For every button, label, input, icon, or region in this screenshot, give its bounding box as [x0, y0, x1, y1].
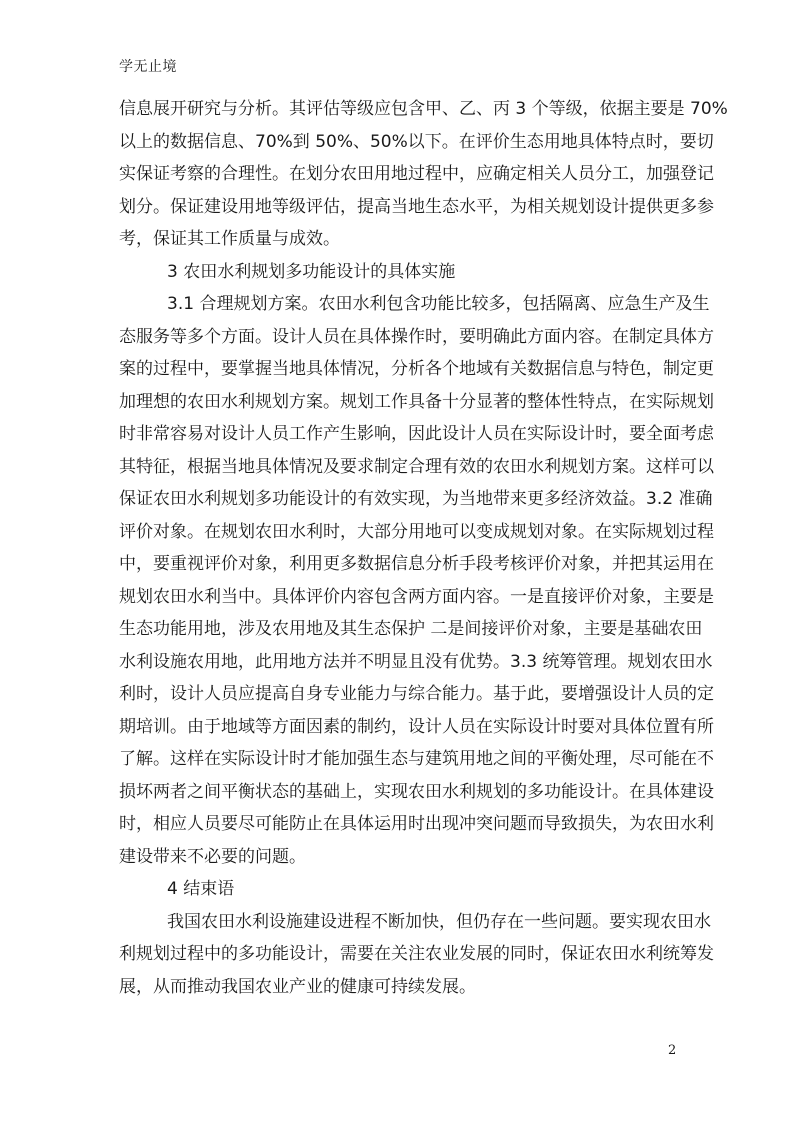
paragraph-line: 评价对象。在规划农田水利时，大部分用地可以变成规划对象。在实际规划过程: [119, 521, 714, 542]
paragraph-line: 划分。保证建设用地等级评估，提高当地生态水平，为相关规划设计提供更多参: [119, 196, 714, 217]
paragraph-line: 态服务等多个方面。设计人员在具体操作时，要明确此方面内容。在制定具体方: [119, 326, 714, 347]
paragraph-line: 利规划过程中的多功能设计，需要在关注农业发展的同时，保证农田水利统筹发: [119, 944, 714, 964]
paragraph-line: 加理想的农田水利规划方案。规划工作具备十分显著的整体性特点，在实际规划: [119, 391, 714, 412]
paragraph-line: 期培训。由于地域等方面因素的制约，设计人员在实际设计时要对具体位置有所: [119, 716, 714, 737]
paragraph-line: 规划农田水利当中。具体评价内容包含两方面内容。一是直接评价对象，主要是: [119, 586, 714, 607]
paragraph-line: 了解。这样在实际设计时才能加强生态与建筑用地之间的平衡处理，尽可能在不: [119, 749, 714, 769]
paragraph-line: 展，从而推动我国农业产业的健康可持续发展。: [119, 976, 476, 997]
paragraph-line: 我国农田水利设施建设进程不断加快，但仍存在一些问题。要实现农田水: [167, 911, 711, 932]
section-heading: 3 农田水利规划多功能设计的具体实施: [167, 261, 456, 282]
paragraph-line: 信息展开研究与分析。其评估等级应包含甲、乙、丙 3 个等级，依据主要是 70%: [119, 99, 728, 119]
paragraph-line: 案的过程中，要掌握当地具体情况，分析各个地域有关数据信息与特色，制定更: [119, 359, 714, 379]
paragraph-line: 考，保证其工作质量与成效。: [119, 229, 340, 249]
paragraph-line: 水利设施农用地，此用地方法并不明显且没有优势。3.3 统筹管理。规划农田水: [119, 651, 713, 672]
paragraph-line: 其特征，根据当地具体情况及要求制定合理有效的农田水利规划方案。这样可以: [119, 456, 714, 477]
paragraph-line: 时非常容易对设计人员工作产生影响，因此设计人员在实际设计时，要全面考虑: [119, 424, 714, 444]
paragraph-line: 3.1 合理规划方案。农田水利包含功能比较多，包括隔离、应急生产及生: [167, 294, 710, 314]
paragraph-line: 建设带来不必要的问题。: [119, 846, 306, 867]
paragraph-line: 保证农田水利规划多功能设计的有效实现，为当地带来更多经济效益。3.2 准确: [119, 489, 713, 509]
paragraph-line: 中，要重视评价对象，利用更多数据信息分析手段考核评价对象，并把其运用在: [119, 554, 714, 574]
section-heading: 4 结束语: [167, 879, 235, 899]
paragraph-line: 损坏两者之间平衡状态的基础上，实现农田水利规划的多功能设计。在具体建设: [119, 781, 714, 802]
paragraph-line: 生态功能用地，涉及农用地及其生态保护 二是间接评价对象，主要是基础农田: [119, 619, 703, 639]
paragraph-line: 时，相应人员要尽可能防止在具体运用时出现冲突问题而导致损失，为农田水利: [119, 814, 714, 834]
body-text: [119, 93, 728, 1003]
page-number: 2: [668, 1043, 677, 1058]
paragraph-line: 以上的数据信息、70%到 50%、50%以下。在评价生态用地具体特点时，要切: [119, 131, 714, 152]
paragraph-line: 实保证考察的合理性。在划分农田用地过程中，应确定相关人员分工，加强登记: [119, 164, 714, 184]
page-header: 学无止境: [119, 59, 177, 75]
paragraph-line: 利时，设计人员应提高自身专业能力与综合能力。基于此，要增强设计人员的定: [119, 684, 714, 704]
